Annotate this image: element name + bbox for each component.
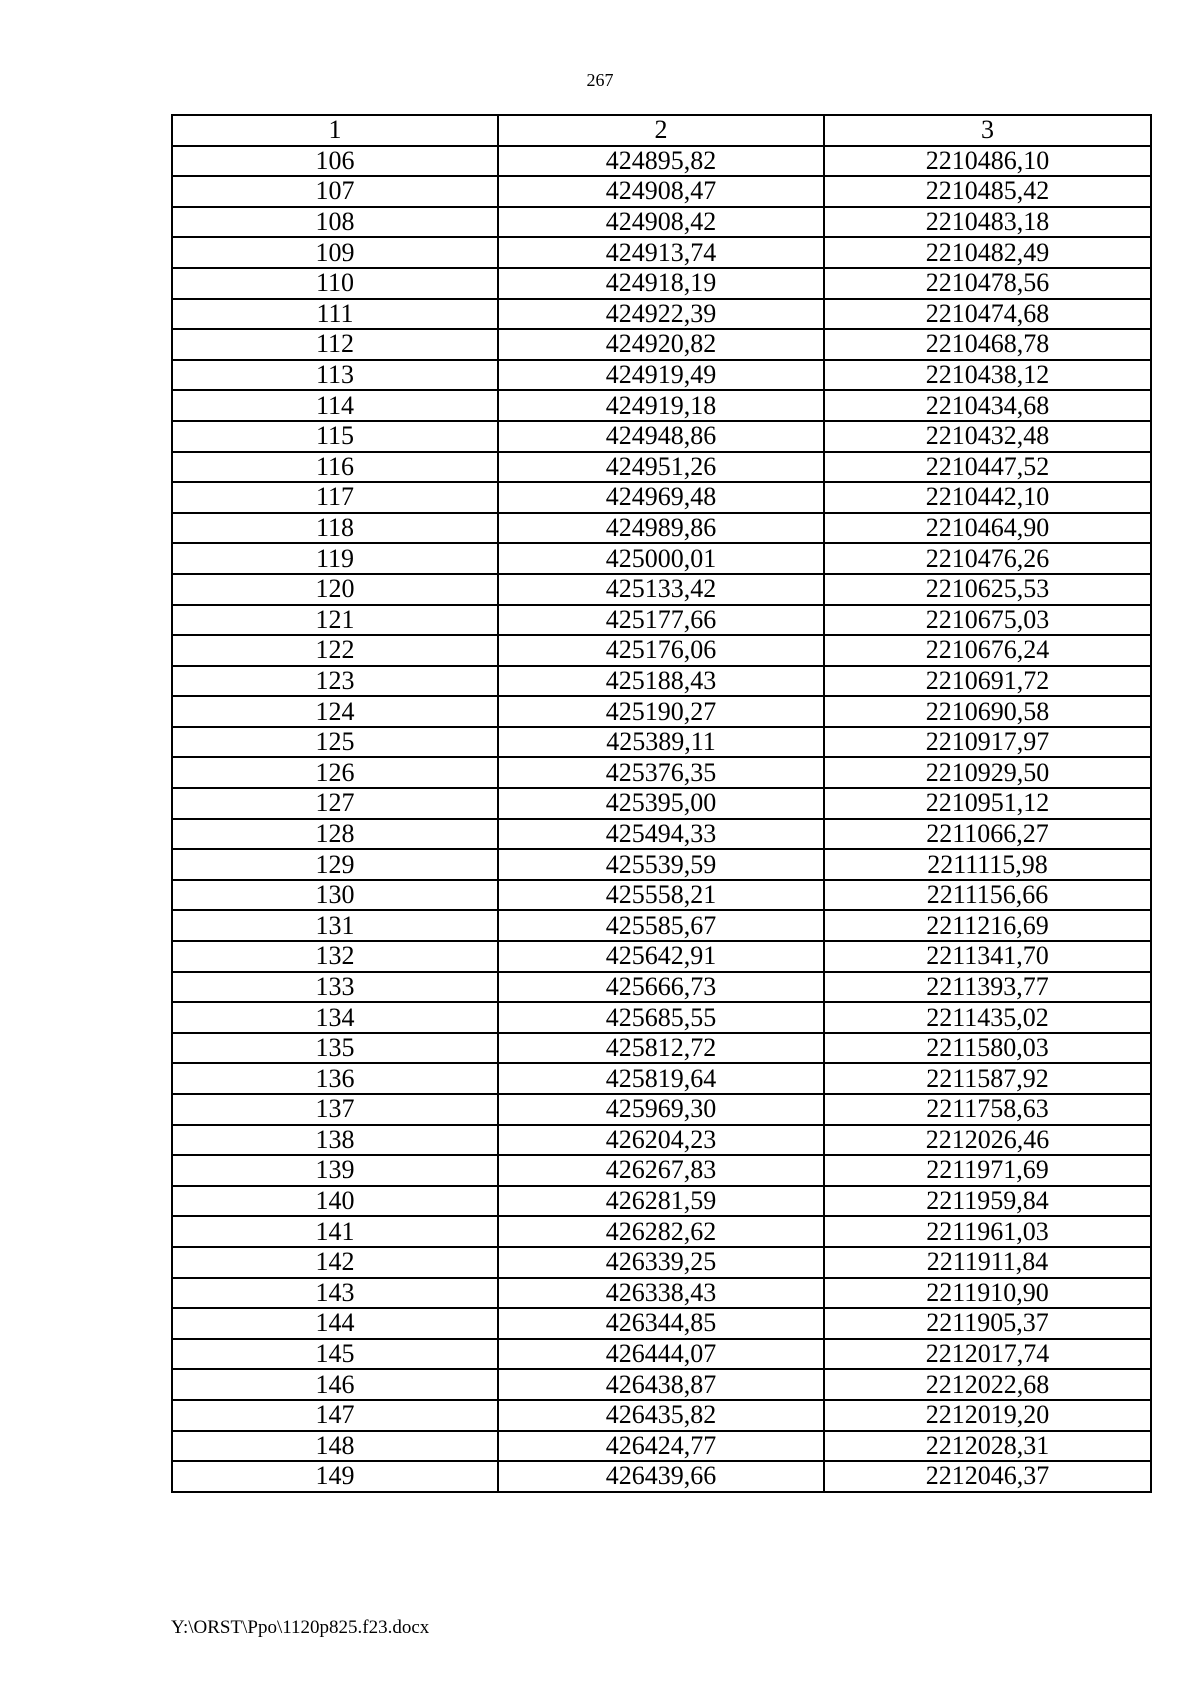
- table-row: [172, 146, 1151, 177]
- table-body: [172, 115, 1151, 1492]
- table-row: [172, 727, 1151, 758]
- x-coordinate-cell: 425666,73: [498, 972, 824, 1003]
- y-coordinate-cell: 2211959,84: [824, 1186, 1151, 1217]
- column-header-3: 3: [824, 115, 1151, 146]
- table-row: [172, 482, 1151, 513]
- x-coordinate-cell: 426424,77: [498, 1431, 824, 1462]
- point-number-cell: 136: [172, 1063, 498, 1094]
- y-coordinate-cell: 2211435,02: [824, 1002, 1151, 1033]
- y-coordinate-cell: 2210468,78: [824, 329, 1151, 360]
- x-coordinate-cell: 424951,26: [498, 452, 824, 483]
- table-row: [172, 1461, 1151, 1492]
- x-coordinate-cell: 426344,85: [498, 1308, 824, 1339]
- point-number-cell: 131: [172, 910, 498, 941]
- point-number-cell: 113: [172, 360, 498, 391]
- point-number-cell: 140: [172, 1186, 498, 1217]
- x-coordinate-cell: 425539,59: [498, 849, 824, 880]
- y-coordinate-cell: 2210432,48: [824, 421, 1151, 452]
- table-row: [172, 1339, 1151, 1370]
- y-coordinate-cell: 2210486,10: [824, 146, 1151, 177]
- table-row: [172, 237, 1151, 268]
- x-coordinate-cell: 425969,30: [498, 1094, 824, 1125]
- table-row: [172, 513, 1151, 544]
- point-number-cell: 148: [172, 1431, 498, 1462]
- point-number-cell: 137: [172, 1094, 498, 1125]
- y-coordinate-cell: 2212017,74: [824, 1339, 1151, 1370]
- point-number-cell: 126: [172, 757, 498, 788]
- page-number: 267: [586, 70, 614, 90]
- table-row: [172, 696, 1151, 727]
- point-number-cell: 107: [172, 176, 498, 207]
- x-coordinate-cell: 426204,23: [498, 1125, 824, 1156]
- y-coordinate-cell: 2211910,90: [824, 1278, 1151, 1309]
- point-number-cell: 124: [172, 696, 498, 727]
- point-number-cell: 128: [172, 819, 498, 850]
- point-number-cell: 135: [172, 1033, 498, 1064]
- x-coordinate-cell: 425558,21: [498, 880, 824, 911]
- x-coordinate-cell: 426438,87: [498, 1369, 824, 1400]
- x-coordinate-cell: 425395,00: [498, 788, 824, 819]
- y-coordinate-cell: 2210478,56: [824, 268, 1151, 299]
- x-coordinate-cell: 425494,33: [498, 819, 824, 850]
- point-number-cell: 127: [172, 788, 498, 819]
- table-row: [172, 1216, 1151, 1247]
- point-number-cell: 138: [172, 1125, 498, 1156]
- point-number-cell: 108: [172, 207, 498, 238]
- x-coordinate-cell: 424919,18: [498, 390, 824, 421]
- y-coordinate-cell: 2210476,26: [824, 543, 1151, 574]
- y-coordinate-cell: 2210483,18: [824, 207, 1151, 238]
- point-number-cell: 141: [172, 1216, 498, 1247]
- y-coordinate-cell: 2210474,68: [824, 299, 1151, 330]
- table-row: [172, 819, 1151, 850]
- x-coordinate-cell: 426267,83: [498, 1155, 824, 1186]
- x-coordinate-cell: 425133,42: [498, 574, 824, 605]
- y-coordinate-cell: 2210447,52: [824, 452, 1151, 483]
- table-row: [172, 1186, 1151, 1217]
- table-row: [172, 849, 1151, 880]
- table-row: [172, 1369, 1151, 1400]
- y-coordinate-cell: 2212046,37: [824, 1461, 1151, 1492]
- point-number-cell: 106: [172, 146, 498, 177]
- table-row: [172, 452, 1151, 483]
- point-number-cell: 115: [172, 421, 498, 452]
- point-number-cell: 112: [172, 329, 498, 360]
- x-coordinate-cell: 425188,43: [498, 666, 824, 697]
- x-coordinate-cell: 425376,35: [498, 757, 824, 788]
- y-coordinate-cell: 2212022,68: [824, 1369, 1151, 1400]
- table-row: [172, 972, 1151, 1003]
- y-coordinate-cell: 2211580,03: [824, 1033, 1151, 1064]
- y-coordinate-cell: 2212019,20: [824, 1400, 1151, 1431]
- x-coordinate-cell: 425642,91: [498, 941, 824, 972]
- x-coordinate-cell: 425585,67: [498, 910, 824, 941]
- y-coordinate-cell: 2210675,03: [824, 605, 1151, 636]
- y-coordinate-cell: 2211341,70: [824, 941, 1151, 972]
- point-number-cell: 146: [172, 1369, 498, 1400]
- footer-file-path: Y:\ORST\Ppo\1120p825.f23.docx: [171, 1617, 430, 1638]
- point-number-cell: 144: [172, 1308, 498, 1339]
- y-coordinate-cell: 2210690,58: [824, 696, 1151, 727]
- table-row: [172, 605, 1151, 636]
- x-coordinate-cell: 425819,64: [498, 1063, 824, 1094]
- table-row: [172, 910, 1151, 941]
- y-coordinate-cell: 2210438,12: [824, 360, 1151, 391]
- table-row: [172, 360, 1151, 391]
- point-number-cell: 145: [172, 1339, 498, 1370]
- x-coordinate-cell: 425685,55: [498, 1002, 824, 1033]
- x-coordinate-cell: 424918,19: [498, 268, 824, 299]
- table-header-row: [172, 115, 1151, 146]
- y-coordinate-cell: 2210442,10: [824, 482, 1151, 513]
- table-row: [172, 176, 1151, 207]
- point-number-cell: 123: [172, 666, 498, 697]
- table-row: [172, 666, 1151, 697]
- point-number-cell: 142: [172, 1247, 498, 1278]
- table-row: [172, 1002, 1151, 1033]
- y-coordinate-cell: 2211911,84: [824, 1247, 1151, 1278]
- point-number-cell: 111: [172, 299, 498, 330]
- point-number-cell: 119: [172, 543, 498, 574]
- point-number-cell: 116: [172, 452, 498, 483]
- table-row: [172, 1308, 1151, 1339]
- table-row: [172, 941, 1151, 972]
- table-row: [172, 1400, 1151, 1431]
- x-coordinate-cell: 426444,07: [498, 1339, 824, 1370]
- point-number-cell: 132: [172, 941, 498, 972]
- y-coordinate-cell: 2211066,27: [824, 819, 1151, 850]
- point-number-cell: 133: [172, 972, 498, 1003]
- point-number-cell: 129: [172, 849, 498, 880]
- table-row: [172, 1033, 1151, 1064]
- y-coordinate-cell: 2211115,98: [824, 849, 1151, 880]
- y-coordinate-cell: 2212028,31: [824, 1431, 1151, 1462]
- table-row: [172, 1431, 1151, 1462]
- x-coordinate-cell: 425177,66: [498, 605, 824, 636]
- y-coordinate-cell: 2211758,63: [824, 1094, 1151, 1125]
- y-coordinate-cell: 2211216,69: [824, 910, 1151, 941]
- y-coordinate-cell: 2211393,77: [824, 972, 1151, 1003]
- column-header-2: 2: [498, 115, 824, 146]
- point-number-cell: 139: [172, 1155, 498, 1186]
- point-number-cell: 118: [172, 513, 498, 544]
- point-number-cell: 134: [172, 1002, 498, 1033]
- x-coordinate-cell: 424920,82: [498, 329, 824, 360]
- table-row: [172, 543, 1151, 574]
- point-number-cell: 143: [172, 1278, 498, 1309]
- point-number-cell: 130: [172, 880, 498, 911]
- y-coordinate-cell: 2211587,92: [824, 1063, 1151, 1094]
- x-coordinate-cell: 424908,42: [498, 207, 824, 238]
- y-coordinate-cell: 2210676,24: [824, 635, 1151, 666]
- y-coordinate-cell: 2210691,72: [824, 666, 1151, 697]
- x-coordinate-cell: 424919,49: [498, 360, 824, 391]
- y-coordinate-cell: 2211961,03: [824, 1216, 1151, 1247]
- x-coordinate-cell: 426435,82: [498, 1400, 824, 1431]
- x-coordinate-cell: 426282,62: [498, 1216, 824, 1247]
- x-coordinate-cell: 425389,11: [498, 727, 824, 758]
- point-number-cell: 114: [172, 390, 498, 421]
- x-coordinate-cell: 425812,72: [498, 1033, 824, 1064]
- table-row: [172, 1155, 1151, 1186]
- x-coordinate-cell: 426338,43: [498, 1278, 824, 1309]
- point-number-cell: 117: [172, 482, 498, 513]
- table-row: [172, 574, 1151, 605]
- x-coordinate-cell: 426439,66: [498, 1461, 824, 1492]
- y-coordinate-cell: 2210464,90: [824, 513, 1151, 544]
- y-coordinate-cell: 2211156,66: [824, 880, 1151, 911]
- x-coordinate-cell: 425176,06: [498, 635, 824, 666]
- point-number-cell: 120: [172, 574, 498, 605]
- x-coordinate-cell: 424908,47: [498, 176, 824, 207]
- x-coordinate-cell: 425000,01: [498, 543, 824, 574]
- table-row: [172, 1125, 1151, 1156]
- x-coordinate-cell: 424895,82: [498, 146, 824, 177]
- table-row: [172, 1247, 1151, 1278]
- coordinates-table: [171, 114, 1152, 1493]
- table-row: [172, 299, 1151, 330]
- x-coordinate-cell: 426281,59: [498, 1186, 824, 1217]
- point-number-cell: 149: [172, 1461, 498, 1492]
- table-row: [172, 635, 1151, 666]
- point-number-cell: 147: [172, 1400, 498, 1431]
- x-coordinate-cell: 424922,39: [498, 299, 824, 330]
- table-row: [172, 390, 1151, 421]
- y-coordinate-cell: 2211971,69: [824, 1155, 1151, 1186]
- table-row: [172, 1063, 1151, 1094]
- y-coordinate-cell: 2210625,53: [824, 574, 1151, 605]
- x-coordinate-cell: 424989,86: [498, 513, 824, 544]
- column-header-1: 1: [172, 115, 498, 146]
- point-number-cell: 125: [172, 727, 498, 758]
- table-row: [172, 1278, 1151, 1309]
- x-coordinate-cell: 424969,48: [498, 482, 824, 513]
- y-coordinate-cell: 2211905,37: [824, 1308, 1151, 1339]
- y-coordinate-cell: 2210917,97: [824, 727, 1151, 758]
- x-coordinate-cell: 426339,25: [498, 1247, 824, 1278]
- table-row: [172, 421, 1151, 452]
- point-number-cell: 109: [172, 237, 498, 268]
- table-row: [172, 788, 1151, 819]
- point-number-cell: 121: [172, 605, 498, 636]
- y-coordinate-cell: 2210929,50: [824, 757, 1151, 788]
- table-row: [172, 329, 1151, 360]
- x-coordinate-cell: 424913,74: [498, 237, 824, 268]
- point-number-cell: 122: [172, 635, 498, 666]
- table-row: [172, 268, 1151, 299]
- x-coordinate-cell: 424948,86: [498, 421, 824, 452]
- point-number-cell: 110: [172, 268, 498, 299]
- y-coordinate-cell: 2212026,46: [824, 1125, 1151, 1156]
- table-row: [172, 880, 1151, 911]
- y-coordinate-cell: 2210951,12: [824, 788, 1151, 819]
- table-row: [172, 757, 1151, 788]
- y-coordinate-cell: 2210434,68: [824, 390, 1151, 421]
- y-coordinate-cell: 2210482,49: [824, 237, 1151, 268]
- table-row: [172, 1094, 1151, 1125]
- y-coordinate-cell: 2210485,42: [824, 176, 1151, 207]
- table-row: [172, 207, 1151, 238]
- x-coordinate-cell: 425190,27: [498, 696, 824, 727]
